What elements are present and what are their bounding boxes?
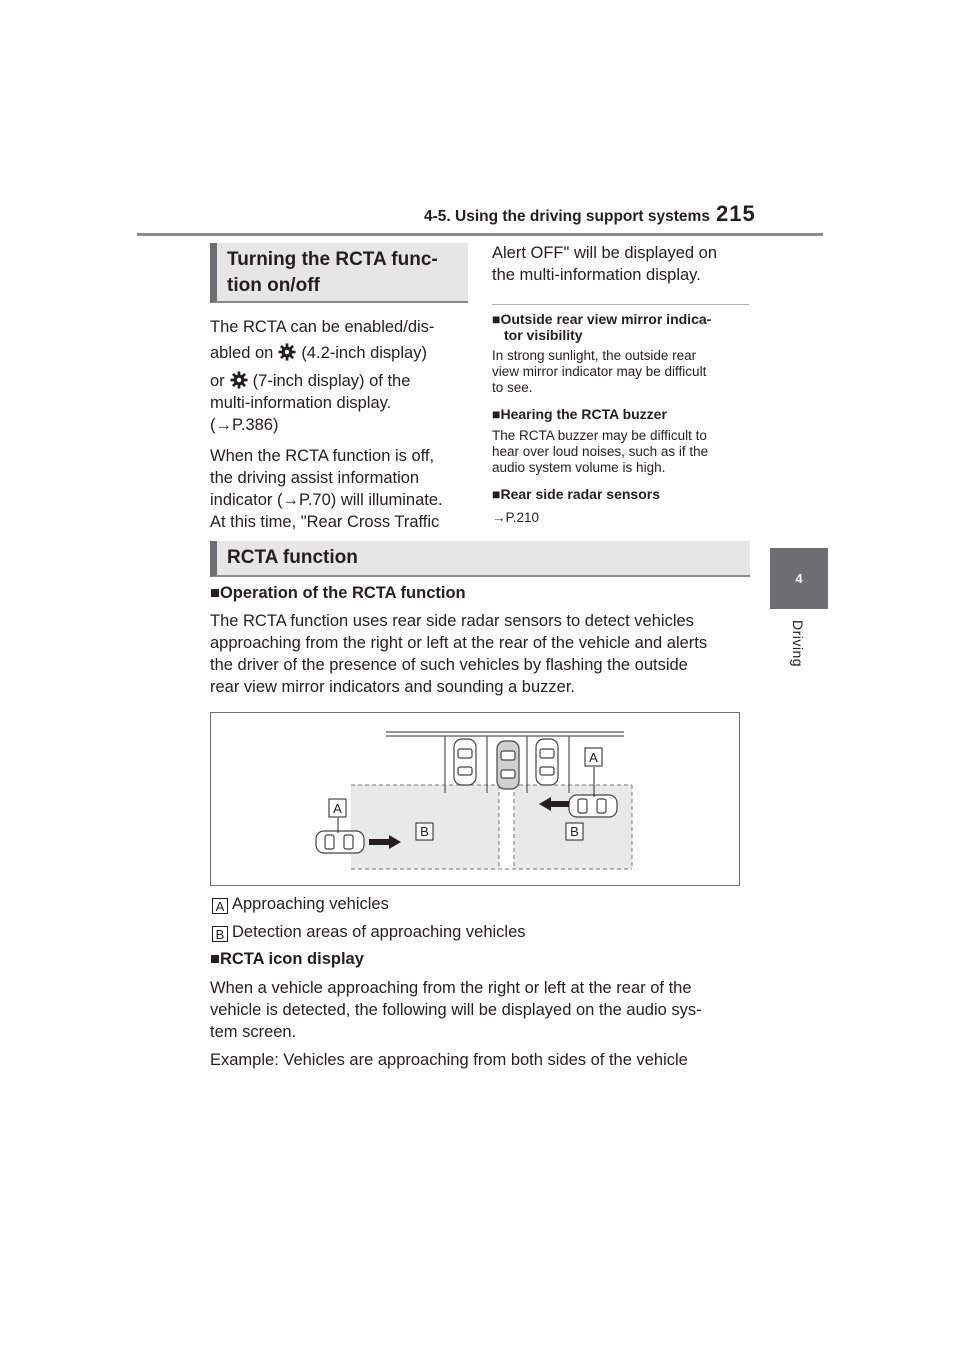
note-heading xyxy=(492,311,754,343)
operation-heading: ■Operation of the RCTA function xyxy=(210,584,466,602)
note-text: →P.210 xyxy=(492,510,540,525)
text-line: At this time, "Rear Cross Traffic xyxy=(210,513,440,531)
text-line: ■Outside rear view mirror indica- xyxy=(492,311,712,327)
text-line: approaching from the right or left at the rear of the vehicle and alerts xyxy=(210,634,708,652)
reversing-car xyxy=(497,741,519,789)
label-b-text: B xyxy=(420,824,429,839)
text-line: vehicle is detected, the following will be displayed on the audio sys- xyxy=(210,1001,702,1019)
parked-car xyxy=(454,739,476,785)
text-line: multi-information display. xyxy=(210,394,392,412)
page-number: 215 xyxy=(716,201,756,226)
section-heading-rcta-function: RCTA function xyxy=(210,541,750,577)
paragraph-enable xyxy=(210,316,470,436)
text-line: hear over loud noises, such as if the xyxy=(492,444,709,459)
icon-display-heading: ■RCTA icon display xyxy=(210,950,364,968)
text-line: the driving assist information xyxy=(210,469,420,487)
heading-line: tion on/off xyxy=(227,275,320,296)
text-line: The RCTA function uses rear side radar sensors to detect vehicles xyxy=(210,612,694,630)
text-line: to see. xyxy=(492,380,533,395)
notes-list xyxy=(492,311,754,526)
text-line xyxy=(210,342,470,364)
gear-icon xyxy=(230,371,248,389)
text-line: In strong sunlight, the outside rear xyxy=(492,348,697,363)
text-line: tem screen. xyxy=(210,1023,297,1041)
approaching-car-left xyxy=(316,831,364,853)
chapter-tab xyxy=(770,548,828,609)
legend-key: A xyxy=(212,898,228,914)
text-line: The RCTA buzzer may be difficult to xyxy=(492,428,707,443)
text-line: When the RCTA function is off, xyxy=(210,447,435,465)
text-line: the driver of the presence of such vehicles by flashing the outside xyxy=(210,656,688,674)
section-heading-turning-rcta xyxy=(210,243,468,303)
icon-display-text xyxy=(210,977,770,1043)
legend-item xyxy=(212,893,389,915)
text-line: The RCTA can be enabled/dis- xyxy=(210,318,435,336)
label-a-text: A xyxy=(589,750,598,765)
legend-item xyxy=(212,921,526,943)
legend-text: Detection areas of approaching vehicles xyxy=(232,923,526,941)
parked-car xyxy=(536,739,558,785)
note-text xyxy=(492,348,754,396)
heading-line: Turning the RCTA func- xyxy=(227,249,438,270)
label-b-left xyxy=(416,823,433,840)
text-line: rear view mirror indicators and sounding a buzzer. xyxy=(210,678,576,696)
note-text xyxy=(492,428,754,476)
legend-text: Approaching vehicles xyxy=(232,895,389,913)
parking-diagram xyxy=(211,713,739,885)
label-b-right xyxy=(566,823,583,840)
text-span: abled on xyxy=(210,344,274,362)
text-line: When a vehicle approaching from the right or left at the rear of the xyxy=(210,979,692,997)
legend-key: B xyxy=(212,926,228,942)
chapter-number: 4 xyxy=(795,571,803,586)
text-line: audio system volume is high. xyxy=(492,460,666,475)
rcta-illustration xyxy=(210,712,740,886)
example-text: Example: Vehicles are approaching from both sides of the vehicle xyxy=(210,1051,688,1069)
approaching-car-right xyxy=(569,795,617,817)
section-header: 4-5. Using the driving support systems xyxy=(424,208,710,225)
text-line: the multi-information display. xyxy=(492,266,701,284)
chapter-label: Driving xyxy=(790,620,806,668)
text-span: or xyxy=(210,372,225,390)
label-a-left xyxy=(329,799,346,817)
text-line: view mirror indicator may be difficult xyxy=(492,364,707,379)
operation-text xyxy=(210,610,770,698)
text-line: indicator (→P.70) will illuminate. xyxy=(210,491,443,509)
header-rule xyxy=(137,233,823,236)
label-a-right xyxy=(585,748,602,766)
text-span: (4.2-inch display) xyxy=(301,344,427,362)
text-span: (7-inch display) of the xyxy=(252,372,411,390)
note-heading: ■Hearing the RCTA buzzer xyxy=(492,406,667,422)
paragraph-rcta-off xyxy=(210,445,470,533)
text-line: tor visibility xyxy=(504,327,583,343)
text-line xyxy=(210,370,470,392)
note-heading: ■Rear side radar sensors xyxy=(492,486,660,502)
notes-divider xyxy=(492,304,749,305)
text-line: Alert OFF" will be displayed on xyxy=(492,244,718,262)
paragraph-continued xyxy=(492,242,752,286)
label-b-text: B xyxy=(570,824,579,839)
text-line: (→P.386) xyxy=(210,416,279,434)
gear-icon xyxy=(278,343,296,361)
label-a-text: A xyxy=(333,801,342,816)
